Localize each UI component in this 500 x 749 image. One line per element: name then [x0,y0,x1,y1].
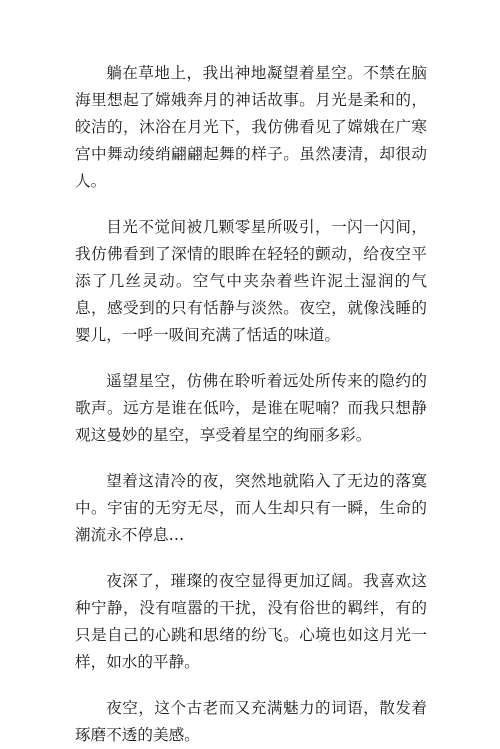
paragraph-2: 目光不觉间被几颗零星所吸引，一闪一闪间，我仿佛看到了深情的眼眸在轻轻的颤动，给夜空平添了几丝灵动。空气中夹杂着些许泥土湿润的气息，感受到的只有恬静与淡然。夜空，就像浅睡的婴儿，一呼一吸间充满了恬适的味道。 [75,218,427,344]
paragraph-3: 遥望星空，仿佛在聆听着远处所传来的隐约的歌声。远方是谁在低吟，是谁在呢喃？而我只想静观这曼妙的星空，享受着星空的绚丽多彩。 [75,372,427,444]
paragraph-6: 夜空，这个古老而又充满魅力的词语，散发着琢磨不透的美感。 [75,699,427,744]
paragraph-5: 夜深了，璀璨的夜空显得更加辽阔。我喜欢这种宁静，没有喧嚣的干扰，没有俗世的羁绊，有的只是自己的心跳和思绪的纷飞。心境也如这月光一样，如水的平静。 [75,572,427,671]
essay-body [75,60,427,749]
paragraph-4: 望着这清冷的夜，突然地就陷入了无边的落寞中。宇宙的无穷无尽，而人生却只有一瞬，生命的潮流永不停息… [75,472,427,544]
paragraph-1: 躺在草地上，我出神地凝望着星空。不禁在脑海里想起了嫦娥奔月的神话故事。月光是柔和的，皎洁的，沐浴在月光下，我仿佛看见了嫦娥在广寒宫中舞动绫绡翩翩起舞的样子。虽然凄清，却很动人。 [75,64,427,190]
